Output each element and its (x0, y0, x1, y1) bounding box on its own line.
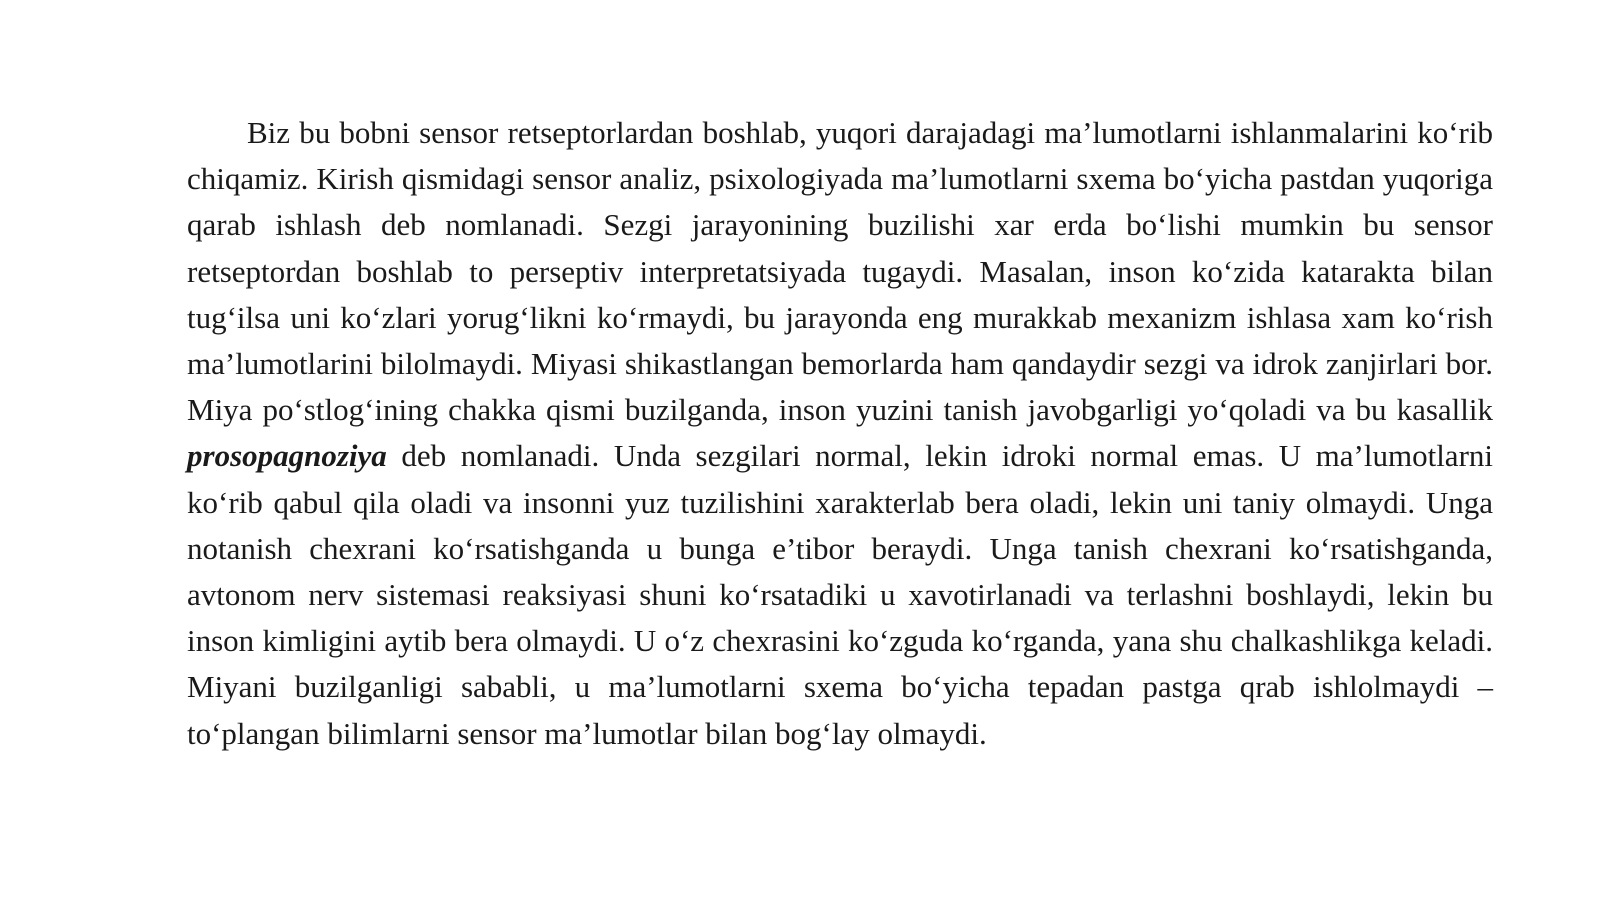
emphasized-term: prosopagnoziya (187, 438, 387, 474)
paragraph-text-part2: deb nomlanadi. Unda sezgilari normal, lekin idroki normal emas. U ma’lumotlarni ko‘rib qabul qila oladi va insonni yuz tuzilishini xarakterlab bera oladi, lekin uni taniy olmaydi. Unga notanish chexrani ko‘rsatishganda u bunga e’tibor beraydi. Unga tanish chexrani ko‘rsatishganda, avtonom nerv sistemasi reaksiyasi shuni ko‘rsatadiki u xavotirlanadi va terlashni boshlaydi, lekin bu inson kimligini aytib bera olmaydi. U o‘z chexrasini ko‘zguda ko‘rganda, yana shu chalkashlikga keladi. Miyani buzilganligi sababli, u ma’lumotlarni sxema bo‘yicha tepadan pastga qrab ishlolmaydi – to‘plangan bilimlarni sensor ma’lumotlar bilan bog‘lay olmaydi. (187, 438, 1494, 751)
paragraph-text-part1: Biz bu bobni sensor retseptorlardan boshlab, yuqori darajadagi ma’lumotlarni ishlanmalarini ko‘rib chiqamiz. Kirish qismidagi sensor analiz, psixologiyada ma’lumotlarni sxema bo‘yicha pastdan yuqoriga qarab ishlash deb nomlanadi. Sezgi jarayonining buzilishi xar erda bo‘lishi mumkin bu sensor retseptordan boshlab to perseptiv interpretatsiyada tugaydi. Masalan, inson ko‘zida katarakta bilan tug‘ilsa uni ko‘zlari yorug‘likni ko‘rmaydi, bu jarayonda eng murakkab mexanizm ishlasa xam ko‘rish ma’lumotlarini bilolmaydi. Miyasi shikastlangan bemorlarda ham qandaydir sezgi va idrok zanjirlari bor. Miya po‘stlog‘ining chakka qismi buzilganda, inson yuzini tanish javobgarligi yo‘qoladi va bu kasallik (187, 115, 1493, 428)
body-paragraph (187, 110, 1493, 757)
